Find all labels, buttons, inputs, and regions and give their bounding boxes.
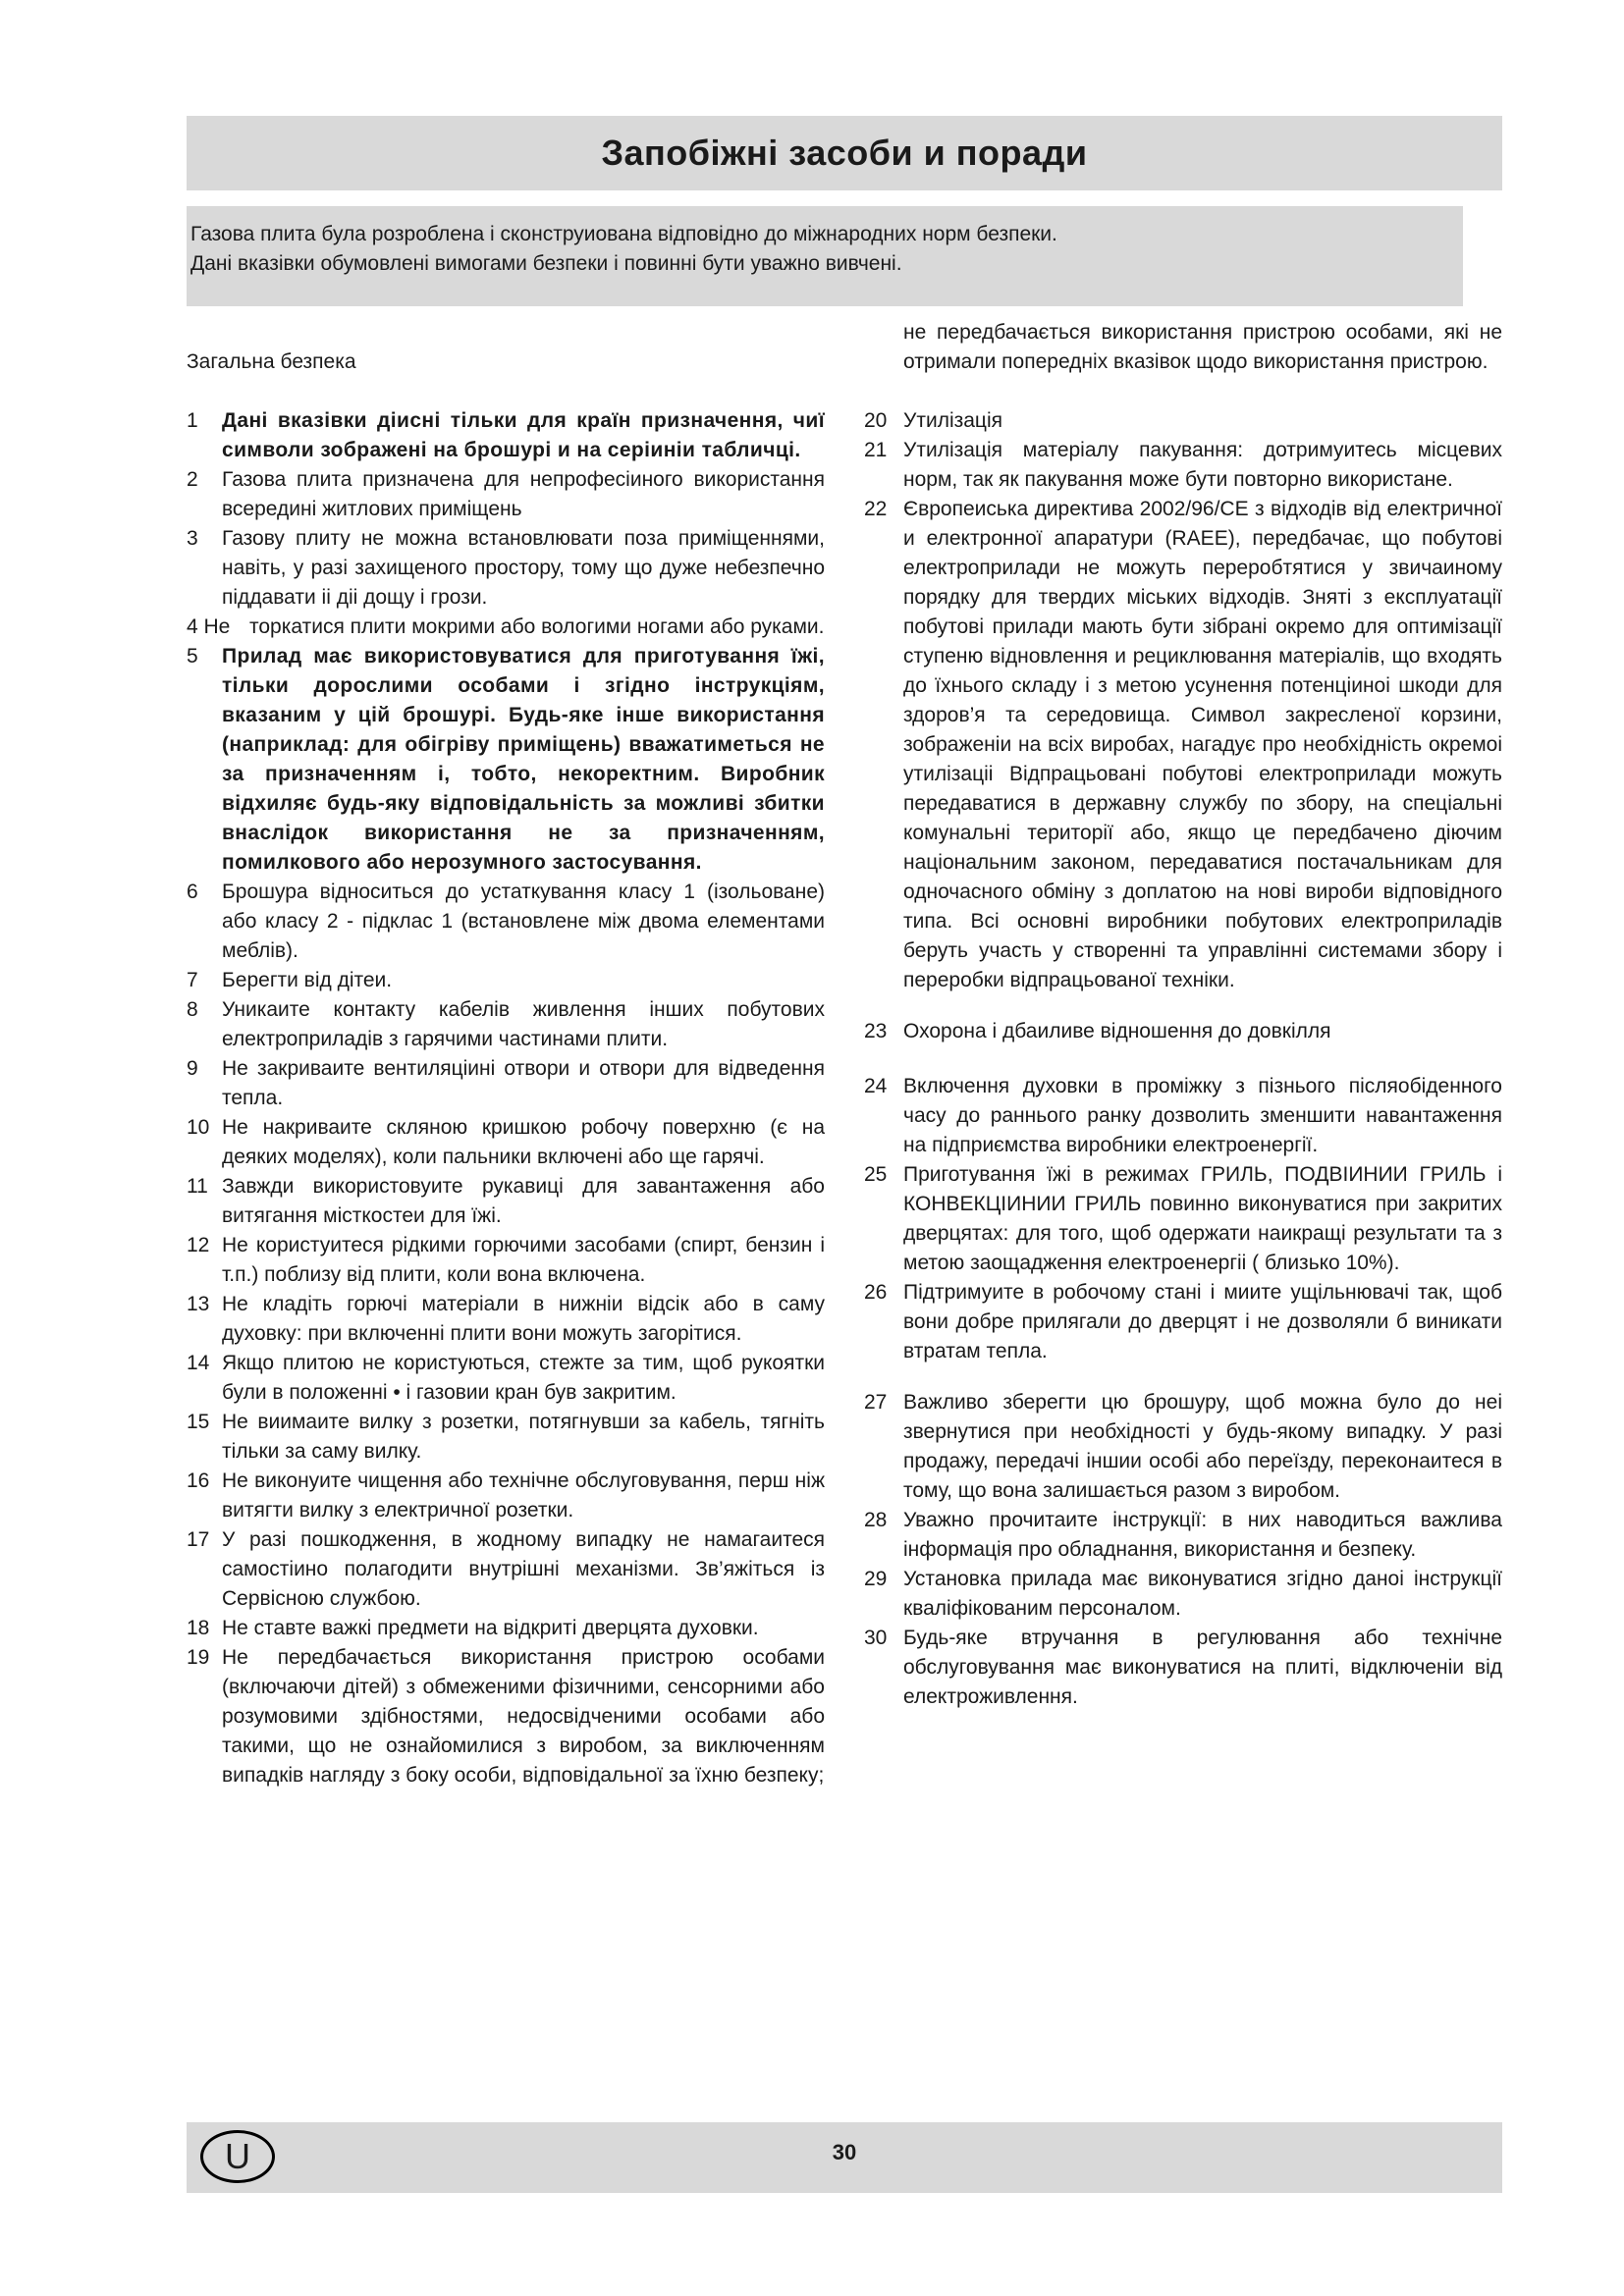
item-number: 30 <box>864 1627 888 1649</box>
list-item <box>187 1231 825 1290</box>
list-item <box>864 1506 1502 1565</box>
item-number: 29 <box>864 1568 888 1590</box>
language-logo: U <box>200 2130 275 2183</box>
item-number: 20 <box>864 409 888 432</box>
list-item <box>187 1467 825 1525</box>
item-text: Не ставте важкі предмети на відкриті дверцята духовки. <box>222 1617 759 1639</box>
item-number: 27 <box>864 1391 888 1414</box>
list-item <box>864 1072 1502 1160</box>
list-item <box>187 1349 825 1408</box>
list-item <box>187 465 825 524</box>
item-text: Прилад має використовуватися для приготування їжі, тільки дорослими особами і згідно інструкціям, вказаним у цій брошурі. Будь-яке інше використання (наприклад: для обігріву приміщень) вважатиметься не за призначенням і, тобто, некоректним. Виробник відхиляє будь-яку відповідальність за можливі збитки внаслідок використання не за призначенням, помилкового або нерозумного застосування. <box>222 645 825 874</box>
footer-bar <box>187 2122 1502 2193</box>
list-item <box>187 1525 825 1614</box>
intro-line-1: Газова плита була розроблена і сконструиована відповідно до міжнародних норм безпеки. <box>190 223 1057 245</box>
item-number: 28 <box>864 1509 888 1531</box>
item-text: У разі пошкодження, в жодному випадку не намагаитеся самостіино полагодити внутрішні механізми. Зв’яжіться із Сервісною службою. <box>222 1528 825 1610</box>
item-text: Не виимаите вилку з розетки, потягнувши за кабель, тягніть тільки за саму вилку. <box>222 1411 825 1463</box>
list-item <box>864 406 1502 436</box>
item-text: Якщо плитою не користуються, стежте за тим, щоб рукоятки були в положенні • і газовии кран був закритим. <box>222 1352 825 1404</box>
list-item <box>187 613 825 642</box>
item-number: 7 <box>187 969 198 991</box>
item-number: 14 <box>187 1352 210 1374</box>
item-number: 2 <box>187 468 198 491</box>
list-item <box>864 495 1502 995</box>
item-text: торкатися плити мокрими або вологими ногами або руками. <box>249 615 825 638</box>
list-item <box>187 1172 825 1231</box>
list-item <box>187 966 825 995</box>
item-text: Уникаите контакту кабелів живлення інших побутових електроприладів з гарячими частинами плити. <box>222 998 825 1050</box>
item-text: Утилізація <box>903 409 1002 432</box>
section-heading: Загальна безпека <box>187 350 356 373</box>
item-text: Включення духовки в проміжку з пізнього післяобіденного часу до раннього ранку дозволить зменшити навантаження на підприємства виробники електроенергії. <box>903 1075 1502 1156</box>
item-number: 22 <box>864 498 888 520</box>
item-text: Важливо зберегти цю брошуру, щоб можна було до неі звернутися при необхідності у будь-якому випадку. У разі продажу, передачі іншии особі або переїзду, переконаитеся в тому, що вона залишається разом з виробом. <box>903 1391 1502 1502</box>
list-item <box>864 1160 1502 1278</box>
left-column <box>187 347 825 1790</box>
item-number: 23 <box>864 1020 888 1042</box>
list-item <box>187 878 825 966</box>
item-text: Не накриваите скляною кришкою робочу поверхню (є на деяких моделях), коли пальники включені або ще гарячі. <box>222 1116 825 1168</box>
list-item <box>187 1643 825 1790</box>
item-text: Не передбачається використання пристрою особами (включаючи дітей) з обмеженими фізичними, сенсорними або розумовими здібностями, недосвідченими особами або такими, що не ознайомилися з виробом, за виключенням випадків нагляду з боку особи, відповідальної за їхню безпеку; <box>222 1646 825 1787</box>
item-text: Газову плиту не можна встановлювати поза приміщеннями, навіть, у разі захищеного простору, тому що дуже небезпечно піддавати іі діі дощу і грози. <box>222 527 825 609</box>
page-title: Запобіжні засоби и поради <box>601 133 1088 173</box>
item-number: 18 <box>187 1617 210 1639</box>
item-number: 21 <box>864 439 888 461</box>
item-text: Не виконуите чищення або технічне обслуговування, перш ніж витягти вилку з електричної розетки. <box>222 1469 825 1522</box>
item-number: 12 <box>187 1234 210 1256</box>
list-item <box>864 1278 1502 1366</box>
item-text: Не користуитеся рідкими горючими засобами (спирт, бензин і т.п.) поблизу від плити, коли вона включена. <box>222 1234 825 1286</box>
item-number: 15 <box>187 1411 210 1433</box>
intro-box <box>187 206 1463 306</box>
item-number: 26 <box>864 1281 888 1304</box>
item-number: 11 <box>187 1175 208 1198</box>
item-text: Не закриваите вентиляціині отвори и отвори для відведення тепла. <box>222 1057 825 1109</box>
item-number: 1 <box>187 409 198 432</box>
item-text: Уважно прочитаите інструкції: в них наводиться важлива інформація про обладнання, використання и безпеку. <box>903 1509 1502 1561</box>
item-number: 9 <box>187 1057 198 1080</box>
list-item <box>864 1565 1502 1624</box>
item-text: Завжди використовуите рукавиці для завантаження або витягання місткостеи для їжі. <box>222 1175 825 1227</box>
item-number: 24 <box>864 1075 888 1097</box>
list-item <box>187 406 825 465</box>
list-item <box>187 642 825 878</box>
item-text: Європеиська директива 2002/96/CE з відходів від електричної и електронної апаратури (RAEE), передбачає, що побутові електроприлади не можуть переробтятися у звичаиному порядку для твердих міських відходів. Зняті з експлуатації побутові прилади мають бути зібрані окремо для оптимізації ступеню відновлення и рециклювання матеріалів, що входять до їхнього складу і з метою усунення потенціиноі шкоди для здоров’я та середовища. Символ закресленої корзини, зображеніи на всіх виробах, нагадує про необхідність окремоі утилізаціі Відпрацьовані побутові електроприлади можуть передаватися в державну службу по збору, на спеціальні комунальні території або, якщо це передбачено діючим національним законом, передаватися постачальникам для одночасного обміну з доплатою на нові вироби відповідного типа. Всі основні виробники побутових електроприладів беруть участь у створенні та управлінні системами збору і переробки відпрацьованої техніки. <box>903 498 1502 991</box>
item-text: не передбачається використання пристрою особами, які не отримали попередніх вказівок щодо використання пристрою. <box>903 321 1502 373</box>
item-number: 16 <box>187 1469 210 1492</box>
item-number: 5 <box>187 645 198 667</box>
item-text: Утилізація матеріалу пакування: дотримуитесь місцевих норм, так як пакування може бути повторно використане. <box>903 439 1502 491</box>
list-item <box>187 1614 825 1643</box>
item-text: Підтримуите в робочому стані і миите ущільнювачі так, щоб вони добре прилягали до дверцят і не дозволяли б виникати втратам тепла. <box>903 1281 1502 1362</box>
item-text: Приготування їжі в режимах ГРИЛЬ, ПОДВІИНИИ ГРИЛЬ і КОНВЕКЦІИНИИ ГРИЛЬ повинно виконуватися при закритих дверцятах: для того, щоб одержати наикращі результати та з метою заощадження електроенергіі ( близько 10%). <box>903 1163 1502 1274</box>
item-text: Берегти від дітеи. <box>222 969 393 991</box>
item-number: 13 <box>187 1293 210 1315</box>
list-item <box>864 436 1502 495</box>
list-item <box>187 1290 825 1349</box>
item-number: 17 <box>187 1528 210 1551</box>
item-text: Охорона і дбаиливе відношення до довкілля <box>903 1020 1331 1042</box>
item-number: 19 <box>187 1646 210 1669</box>
item-text: Газова плита призначена для непрофесіиного використання всередині житлових приміщень <box>222 468 825 520</box>
list-item <box>864 1388 1502 1506</box>
list-item <box>864 1017 1502 1046</box>
item-text: Будь-яке втручання в регулювання або технічне обслуговування має виконуватися на плиті, відключеніи від електроживлення. <box>903 1627 1502 1708</box>
intro-line-2: Дані вказівки обумовлені вимогами безпеки і повинні бути уважно вивчені. <box>190 252 902 275</box>
item-number: 8 <box>187 998 198 1021</box>
item-number: 3 <box>187 527 198 550</box>
right-column <box>864 318 1502 1712</box>
continuation-text <box>864 318 1502 377</box>
list-item <box>187 1408 825 1467</box>
list-item <box>187 524 825 613</box>
item-text: Не кладіть горючі матеріали в нижніи відсік або в саму духовку: при включенні плити вони можуть загорітися. <box>222 1293 825 1345</box>
item-text: Дані вказівки діисні тільки для країн призначення, чиї символи зображені на брошурі и на серіиніи табличці. <box>222 409 825 461</box>
item-number: 10 <box>187 1116 210 1139</box>
list-item <box>187 995 825 1054</box>
item-number: 4 Не <box>187 615 231 638</box>
page-number: 30 <box>832 2140 857 2164</box>
item-number: 6 <box>187 881 198 903</box>
item-text: Брошура відноситься до устаткування класу 1 (ізольоване) або класу 2 - підклас 1 (встановлене між двома елементами меблів). <box>222 881 825 962</box>
list-item <box>187 1113 825 1172</box>
title-bar <box>187 116 1502 190</box>
item-text: Установка прилада має виконуватися згідно даноі інструкції кваліфікованим персоналом. <box>903 1568 1502 1620</box>
list-item <box>187 1054 825 1113</box>
list-item <box>864 1624 1502 1712</box>
item-number: 25 <box>864 1163 888 1186</box>
